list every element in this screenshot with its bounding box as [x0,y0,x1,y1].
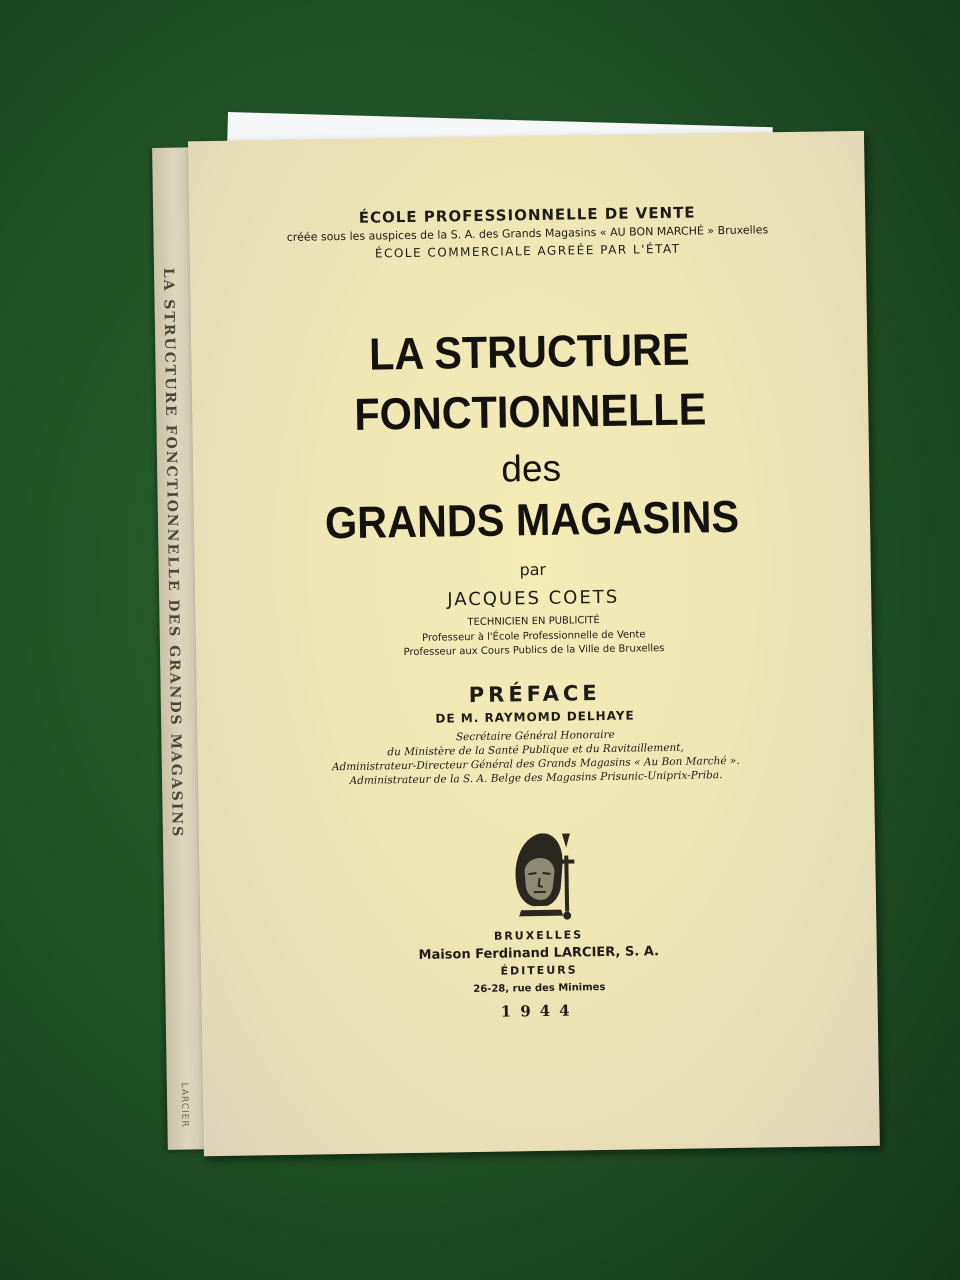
publisher-name: Maison Ferdinand LARCIER, S. A. [418,944,660,963]
title-line-2: FONCTIONNELLE [353,383,707,440]
preface-credential: Administrateur de la S. A. Belge des Magasins Prisunic-Uniprix-Priba. [349,769,723,787]
title-line-3: des [501,447,562,490]
preface-credential: du Ministère de la Santé Publique et du Ravitaillement, [387,741,684,759]
author-role: TECHNICIEN EN PUBLICITÉ [467,615,600,629]
helmeted-head-emblem-icon [502,825,584,926]
spine-title: LA STRUCTURE FONCTIONNELLE DES GRANDS MAGASINS [159,267,185,839]
school-name: ÉCOLE PROFESSIONNELLE DE VENTE [358,203,696,227]
book-cover [188,131,880,1156]
author-role: Professeur aux Cours Publics de la Ville de Bruxelles [403,643,665,659]
spine-publisher: LARCIER [178,1082,190,1128]
author-role: Professeur à l'École Professionnelle de Vente [421,629,646,644]
book [152,131,880,1157]
by-label: par [519,559,547,580]
preface-heading: PRÉFACE [468,681,601,708]
publisher-address: 26-28, rue des Minimes [473,981,606,996]
publisher-role: ÉDITEURS [500,963,578,978]
title-line-1: LA STRUCTURE [368,323,690,380]
author-name: JACQUES COETS [447,586,620,611]
publisher-city: BRUXELLES [493,928,584,943]
preface-author: DE M. RAYMOMD DELHAYE [435,708,635,726]
preface-credential: Administrateur-Directeur Général des Grands Magasins « Au Bon Marché ». [331,754,740,774]
title-line-4: GRANDS MAGASINS [324,490,740,549]
publication-year: 1944 [500,1001,579,1021]
school-subtitle: créée sous les auspices de la S. A. des Grands Magasins « AU BON MARCHÉ » Bruxelles [286,223,769,244]
school-accreditation: ÉCOLE COMMERCIALE AGREÉE PAR L'ÉTAT [374,241,681,261]
preface-credential: Secrétaire Général Honoraire [455,728,615,744]
